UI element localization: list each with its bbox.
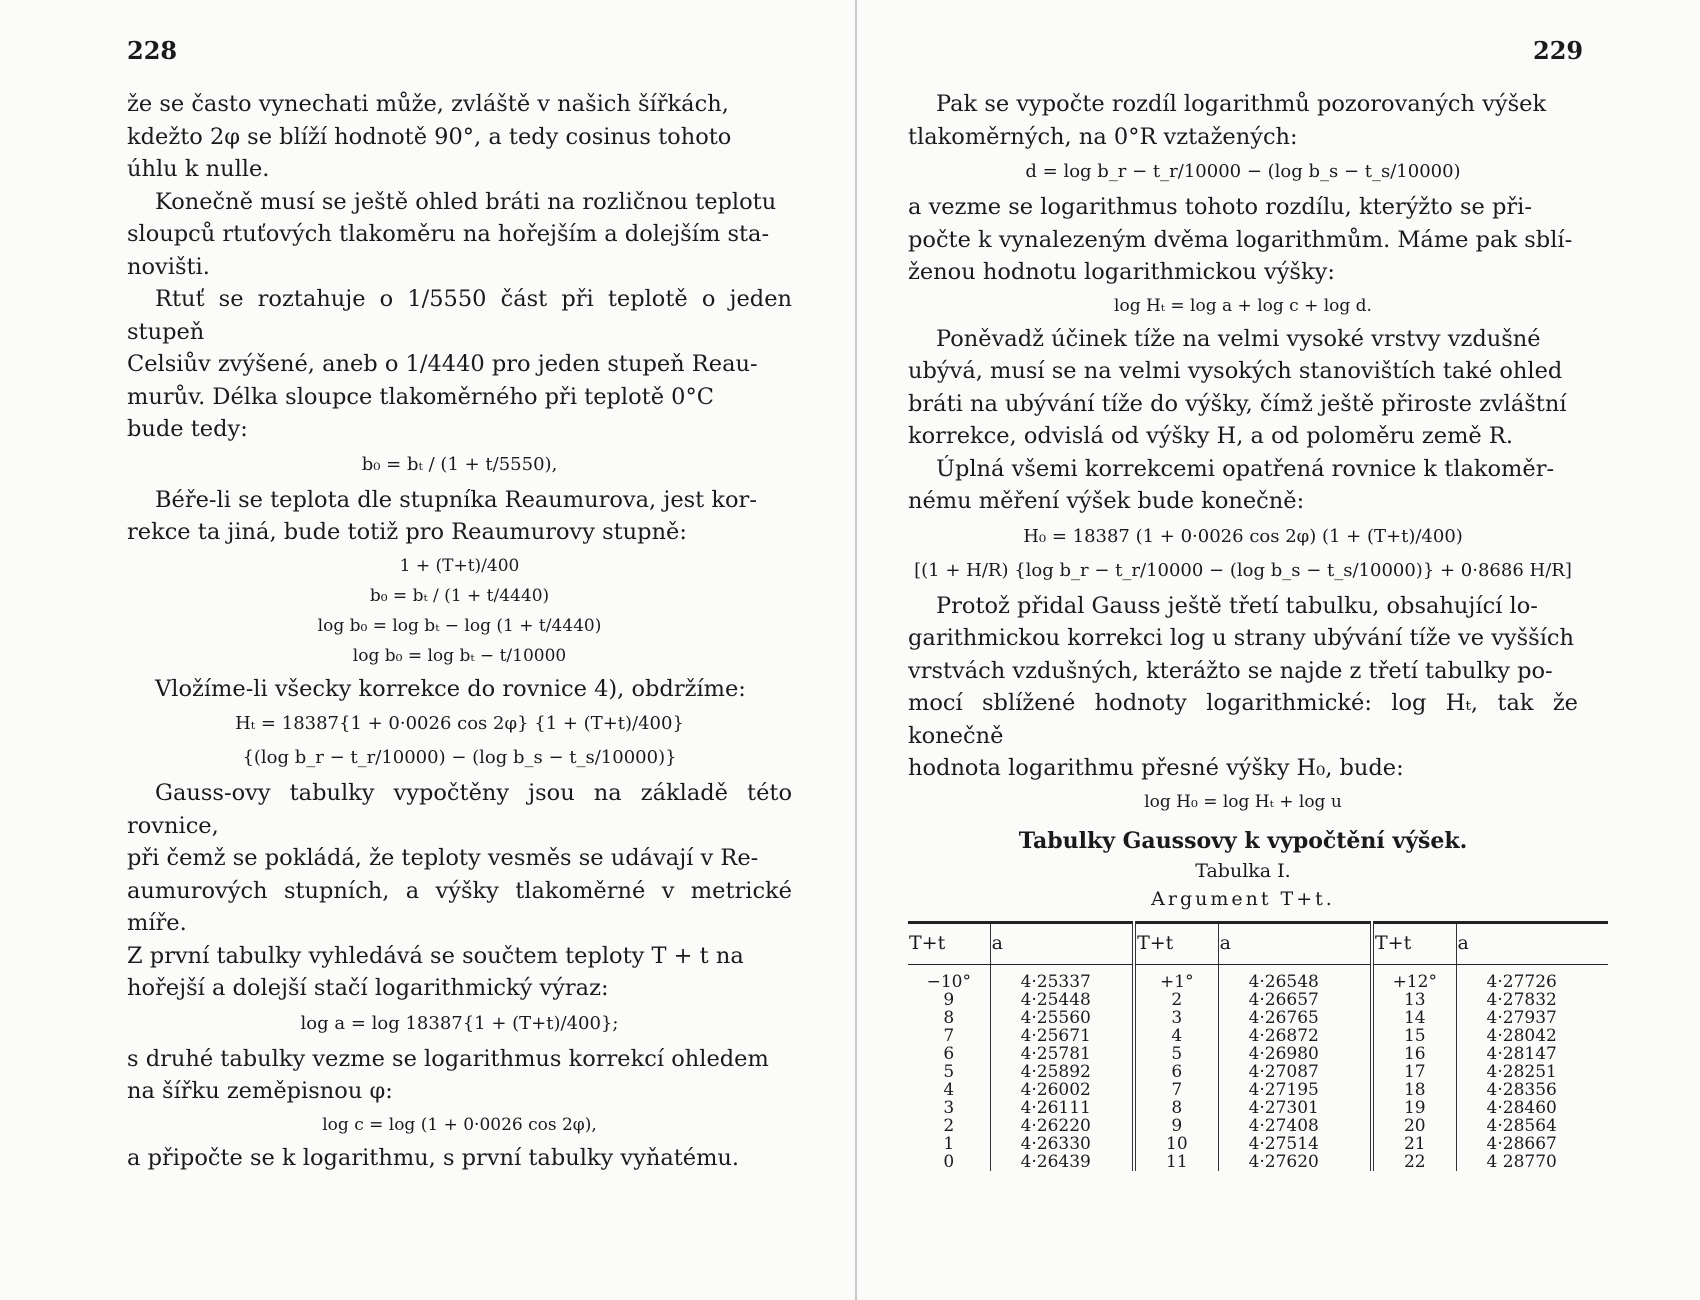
table-cell: 4·28356 bbox=[1486, 1079, 1557, 1100]
text-line: Pak se vypočte rozdíl logarithmů pozorovaných výšek bbox=[936, 91, 1547, 117]
table-cell: 19 bbox=[1372, 1099, 1456, 1117]
table-cell: 4·28042 bbox=[1486, 1025, 1557, 1046]
table-cell: 15 bbox=[1372, 1027, 1456, 1045]
table-cell: 4·27620 bbox=[1218, 1153, 1372, 1171]
text-line: korrekce, odvislá od výšky H, a od poloměru země R. bbox=[908, 423, 1513, 449]
text-line: nému měření výšek bude konečně: bbox=[908, 488, 1305, 514]
text-line: Béře-li se teplota dle stupníka Reaumurova, jest kor- bbox=[155, 486, 757, 513]
table-row bbox=[908, 964, 1608, 991]
equation: log c = log (1 + 0·0026 cos 2φ), bbox=[322, 1114, 597, 1135]
table-row bbox=[908, 1099, 1608, 1117]
table-cell: 4·25892 bbox=[990, 1063, 1134, 1081]
table-cell: 4·26330 bbox=[990, 1135, 1134, 1153]
text-line: novišti. bbox=[127, 253, 210, 280]
table-cell: 4·26657 bbox=[1218, 991, 1372, 1009]
gauss-table bbox=[908, 921, 1608, 1171]
page-number-left: 228 bbox=[127, 36, 178, 65]
table-cell: 21 bbox=[1372, 1135, 1456, 1153]
table-row bbox=[908, 1081, 1608, 1099]
table-cell: 5 bbox=[1134, 1045, 1218, 1063]
table-row bbox=[908, 1009, 1608, 1027]
table-cell: 11 bbox=[1134, 1153, 1218, 1171]
table-cell: 4·25337 bbox=[990, 964, 1134, 991]
table-cell: 4·26220 bbox=[990, 1117, 1134, 1135]
table-cell: 4·25671 bbox=[990, 1027, 1134, 1045]
table-heading: Tabulky Gaussovy k vypočtění výšek. bbox=[1018, 827, 1468, 854]
equation: log Hₜ = log a + log c + log d. bbox=[1114, 295, 1372, 316]
table-cell: 7 bbox=[1134, 1081, 1218, 1099]
right-page-body bbox=[908, 88, 1578, 1171]
text-line: vrstvách vzdušných, kterážto se najde z třetí tabulky po- bbox=[908, 657, 1553, 684]
text-line: Konečně musí se ještě ohled bráti na rozličnou teplotu bbox=[155, 188, 777, 215]
table-cell: 4·27514 bbox=[1218, 1135, 1372, 1153]
table-cell: 4 bbox=[1134, 1027, 1218, 1045]
text-line: rekce ta jiná, bude totiž pro Reaumurovy stupně: bbox=[127, 519, 687, 545]
text-line: Rtuť se roztahuje o 1/5550 část při teplotě o jeden stupeň bbox=[127, 286, 792, 345]
table-cell: 6 bbox=[1134, 1063, 1218, 1081]
table-cell: 4·26765 bbox=[1218, 1009, 1372, 1027]
text-line: hodnota logarithmu přesné výšky H₀, bude: bbox=[908, 755, 1404, 781]
table-cell: −10° bbox=[908, 964, 990, 991]
text-line: kdežto 2φ se blíží hodnotě 90°, a tedy cosinus tohoto bbox=[127, 123, 732, 150]
table-cell: 4·26548 bbox=[1218, 964, 1372, 991]
table-cell: 8 bbox=[1134, 1099, 1218, 1117]
column-header: a bbox=[1456, 922, 1608, 964]
table-cell: 4·25448 bbox=[990, 991, 1134, 1009]
table-cell: 4·27301 bbox=[1218, 1099, 1372, 1117]
text-line: a vezme se logarithmus tohoto rozdílu, kterýžto se při- bbox=[908, 194, 1532, 220]
table-cell: 4·26111 bbox=[990, 1099, 1134, 1117]
table-row bbox=[908, 1063, 1608, 1081]
column-header: T+t bbox=[1372, 922, 1456, 964]
equation: log H₀ = log Hₜ + log u bbox=[1144, 791, 1342, 812]
table-cell: 1 bbox=[908, 1135, 990, 1153]
equation: b₀ = bₜ / (1 + t/5550), bbox=[361, 453, 558, 475]
table-subheading: Tabulka I. bbox=[1195, 859, 1291, 882]
text-line: při čemž se pokládá, že teploty vesměs se udávají v Re- bbox=[127, 845, 759, 871]
equation: log b₀ = log bₜ − log (1 + t/4440) bbox=[317, 615, 602, 636]
table-cell: 2 bbox=[1134, 991, 1218, 1009]
table-cell: 4·25781 bbox=[990, 1045, 1134, 1063]
table-cell: 4·27195 bbox=[1218, 1081, 1372, 1099]
table-cell: 4 28770 bbox=[1486, 1151, 1557, 1172]
table-cell: 13 bbox=[1372, 991, 1456, 1009]
left-page-body bbox=[127, 88, 792, 1174]
table-cell: 2 bbox=[908, 1117, 990, 1135]
page-number-right: 229 bbox=[1533, 36, 1584, 65]
table-cell: 10 bbox=[1134, 1135, 1218, 1153]
text-line: tlakoměrných, na 0°R vztažených: bbox=[908, 123, 1298, 150]
text-line: na šířku zeměpisnou φ: bbox=[127, 1078, 393, 1104]
equation: 1 + (T+t)/400 bbox=[399, 555, 520, 576]
text-line: bude tedy: bbox=[127, 416, 248, 442]
table-cell: 7 bbox=[908, 1027, 990, 1045]
text-line: úhlu k nulle. bbox=[127, 156, 270, 182]
table-cell: 3 bbox=[908, 1099, 990, 1117]
table-cell: 17 bbox=[1372, 1063, 1456, 1081]
table-cell: 4·25560 bbox=[990, 1009, 1134, 1027]
equation: b₀ = bₜ / (1 + t/4440) bbox=[369, 585, 550, 606]
table-cell: 4·26980 bbox=[1218, 1045, 1372, 1063]
book-gutter bbox=[855, 0, 857, 1300]
text-line: počte k vynalezeným dvěma logarithmům. Máme pak sblí- bbox=[908, 226, 1573, 253]
table-cell: 14 bbox=[1372, 1009, 1456, 1027]
equation: [(1 + H/R) {log b_r − t_r/10000 − (log b_s − t_s/10000)} + 0·8686 H/R] bbox=[914, 559, 1572, 581]
table-cell: 4·27726 bbox=[1486, 971, 1557, 992]
text-line: a připočte se k logarithmu, s první tabulky vyňatému. bbox=[127, 1144, 740, 1171]
text-line: Protož přidal Gauss ještě třetí tabulku, obsahující lo- bbox=[936, 592, 1538, 619]
table-cell: 0 bbox=[908, 1153, 990, 1171]
table-cell: 4·27087 bbox=[1218, 1063, 1372, 1081]
equation: H₀ = 18387 (1 + 0·0026 cos 2φ) (1 + (T+t)/400) bbox=[1023, 525, 1463, 547]
text-line: ženou hodnotu logarithmickou výšky: bbox=[908, 259, 1335, 285]
left-page bbox=[0, 0, 800, 1300]
equation: Hₜ = 18387{1 + 0·0026 cos 2φ} {1 + (T+t)/400} bbox=[235, 713, 684, 734]
text-line: Celsiův zvýšené, aneb o 1/4440 pro jeden stupeň Reau- bbox=[127, 351, 758, 377]
equation: log b₀ = log bₜ − t/10000 bbox=[352, 645, 567, 666]
table-cell: +1° bbox=[1134, 964, 1218, 991]
table-cell: 9 bbox=[908, 991, 990, 1009]
table-cell: 4·28460 bbox=[1486, 1097, 1557, 1118]
text-line: že se často vynechati může, zvláště v našich šířkách, bbox=[127, 91, 729, 117]
table-cell: 3 bbox=[1134, 1009, 1218, 1027]
table-cell: 5 bbox=[908, 1063, 990, 1081]
table-body bbox=[908, 964, 1608, 1171]
table-cell: 4·26002 bbox=[990, 1081, 1134, 1099]
column-header: T+t bbox=[908, 922, 990, 964]
text-line: Úplná všemi korrekcemi opatřená rovnice k tlakoměr- bbox=[936, 455, 1555, 482]
table-cell: 8 bbox=[908, 1009, 990, 1027]
text-line: murův. Délka sloupce tlakoměrného při teplotě 0°C bbox=[127, 383, 714, 410]
table-cell: 9 bbox=[1134, 1117, 1218, 1135]
column-header: T+t bbox=[1134, 922, 1218, 964]
table-cell: 4·27937 bbox=[1486, 1007, 1557, 1028]
table-cell: 4·28251 bbox=[1486, 1061, 1557, 1082]
table-cell: 6 bbox=[908, 1045, 990, 1063]
table-argument: Argument T+t. bbox=[1151, 887, 1335, 910]
column-header: a bbox=[1218, 922, 1372, 964]
equation: log a = log 18387{1 + (T+t)/400}; bbox=[300, 1012, 619, 1034]
table-cell: 16 bbox=[1372, 1045, 1456, 1063]
text-line: ubývá, musí se na velmi vysokých stanovištích také ohled bbox=[908, 358, 1563, 384]
table-cell: 20 bbox=[1372, 1117, 1456, 1135]
text-line: mocí sblížené hodnoty logarithmické: log Hₜ, tak že konečně bbox=[908, 690, 1578, 749]
text-line: sloupců rtuťových tlakoměru na hořejším a dolejším sta- bbox=[127, 221, 770, 247]
table-cell: 4·26439 bbox=[990, 1153, 1134, 1171]
table-cell: +12° bbox=[1372, 964, 1456, 991]
text-line: Poněvadž účinek tíže na velmi vysoké vrstvy vzdušné bbox=[936, 325, 1541, 352]
column-header: a bbox=[990, 922, 1134, 964]
table-cell: 4·27408 bbox=[1218, 1117, 1372, 1135]
table-cell: 4 bbox=[908, 1081, 990, 1099]
table-cell: 4·28564 bbox=[1486, 1115, 1557, 1136]
equation: d = log b_r − t_r/10000 − (log b_s − t_s/10000) bbox=[1025, 161, 1461, 182]
text-line: aumurových stupních, a výšky tlakoměrné v metrické míře. bbox=[127, 877, 792, 936]
table-cell: 4·26872 bbox=[1218, 1027, 1372, 1045]
table-row bbox=[908, 1027, 1608, 1045]
table-row bbox=[908, 1117, 1608, 1135]
table-cell: 4·28667 bbox=[1486, 1133, 1557, 1154]
text-line: Vložíme-li všecky korrekce do rovnice 4), obdržíme: bbox=[155, 675, 746, 702]
text-line: bráti na ubývání tíže do výšky, čímž ještě přiroste zvláštní bbox=[908, 390, 1567, 417]
text-line: Gauss-ovy tabulky vypočtěny jsou na základě této rovnice, bbox=[127, 780, 792, 839]
text-line: Z první tabulky vyhledává se součtem teploty T + t na bbox=[127, 942, 744, 969]
table-row bbox=[908, 991, 1608, 1009]
equation: {(log b_r − t_r/10000) − (log b_s − t_s/10000)} bbox=[242, 747, 677, 768]
table-cell: 4·28147 bbox=[1486, 1043, 1557, 1064]
text-line: garithmickou korrekci log u strany ubývání tíže ve vyšších bbox=[908, 625, 1575, 651]
text-line: hořejší a dolejší stačí logarithmický výraz: bbox=[127, 975, 609, 1001]
table-cell: 18 bbox=[1372, 1081, 1456, 1099]
text-line: s druhé tabulky vezme se logarithmus korrekcí ohledem bbox=[127, 1045, 769, 1072]
table-header-row bbox=[908, 922, 1608, 964]
table-row bbox=[908, 1045, 1608, 1063]
table-cell: 22 bbox=[1372, 1153, 1456, 1171]
table-cell: 4·27832 bbox=[1486, 989, 1557, 1010]
right-page bbox=[880, 0, 1680, 1300]
table-row bbox=[908, 1135, 1608, 1153]
table-row bbox=[908, 1153, 1608, 1171]
